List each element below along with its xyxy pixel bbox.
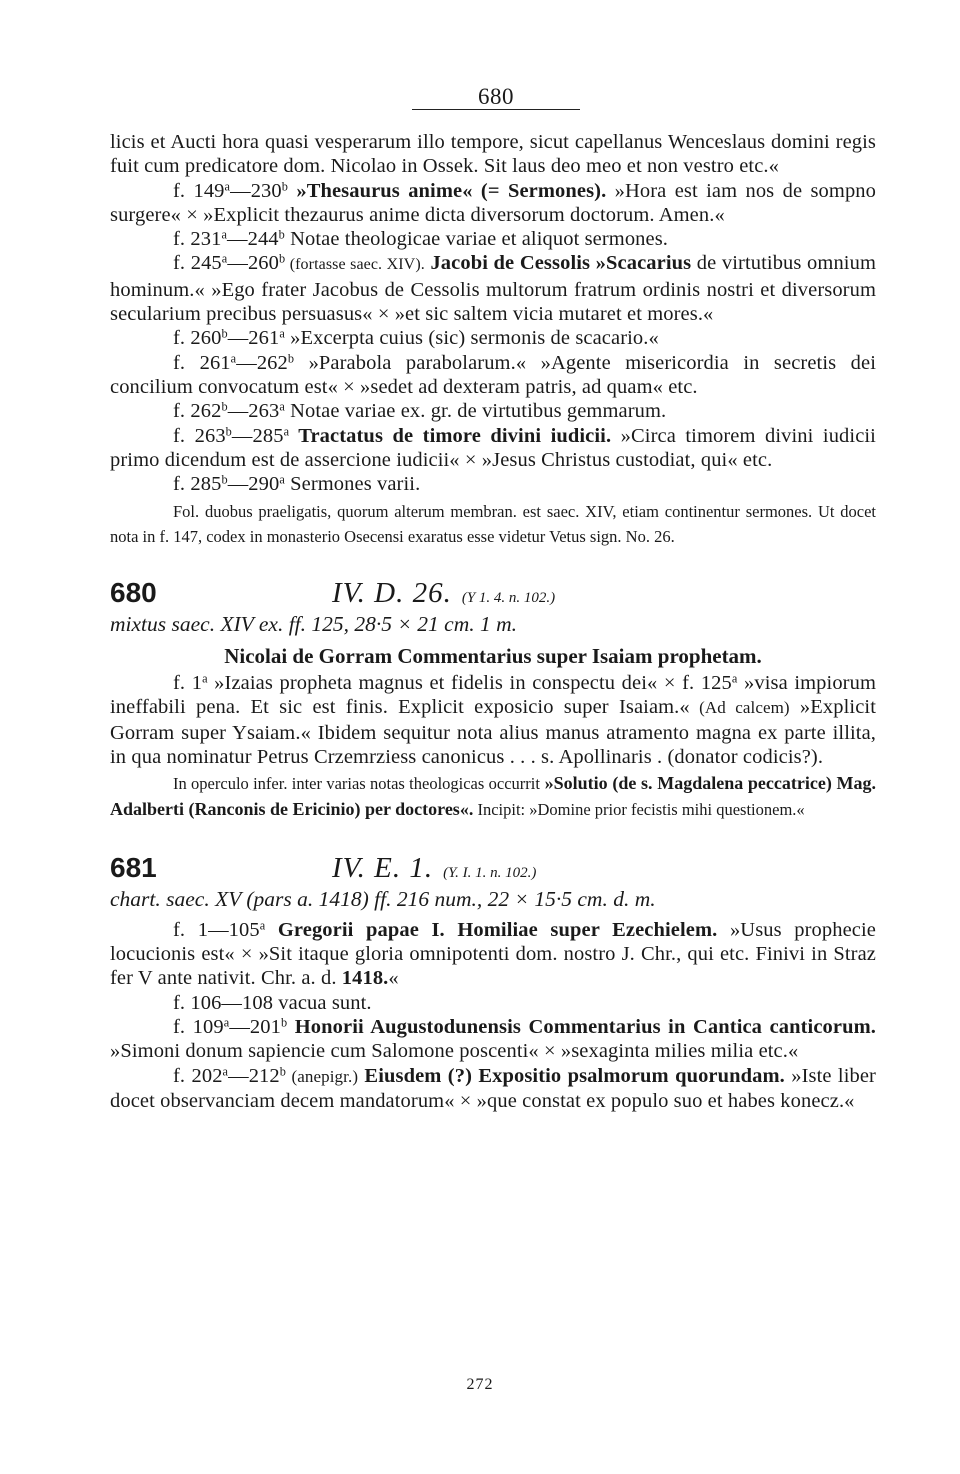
entry-heading [110, 852, 876, 885]
codex-description: mixtus saec. XIV ex. ff. 125, 28·5 × 21 cm. 1 m. [110, 612, 518, 637]
old-shelfmark: (Y. I. 1. n. 102.) [443, 864, 537, 881]
codex-note: In operculo infer. inter varias notas theologicas occurrit »Solutio (de s. Magdalena peccatrice) Mag. Adalberti (Ranconis de Ericinio) per doctores«. Incipit: »Domine prior fecistis mihi questionem.« [110, 773, 876, 819]
page-content [110, 130, 876, 1113]
folio-entry: f. 260$^b$—261$^a$ »Excerpta cuius (sic) sermonis de scacario.« [173, 326, 659, 350]
folio-entry: f. 262$^b$—263$^a$ Notae variae ex. gr. de virtutibus gemmarum. [173, 399, 667, 423]
folio-entry: f. 109$^a$—201$^b$ Honorii Augustodunensis Commentarius in Cantica canticorum. »Simoni donum sapiencie cum Salomone poscenti« × »sexaginta milies milia etc.« [110, 1015, 876, 1063]
shelfmark: IV. D. 26. (Y 1. 4. n. 102.) [332, 577, 556, 610]
folio-entry: f. 285$^b$—290$^a$ Sermones varii. [173, 472, 421, 496]
entry-number: 681 [110, 851, 157, 883]
folio-entry: f. 149$^a$—230$^b$ »Thesaurus anime« (= Sermones). »Hora est iam nos de sompno surgere« × »Explicit thezaurus anime dicta diversorum doctorum. Amen.« [110, 178, 876, 226]
codex-note: Fol. duobus praeligatis, quorum alterum membran. est saec. XIV, etiam continentur sermones. Ut docet nota in f. 147, codex in monasterio Osecensi exaratus esse videtur Vetus sign. No. 26. [110, 502, 876, 546]
folio-entry: f. 202$^a$—212$^b$ (anepigr.) Eiusdem (?) Expositio psalmorum quorundam. »Iste liber docet observanciam decem mandatorum« × »que constat ex populo suo et habes konecz.« [110, 1063, 876, 1112]
entry-number: 680 [110, 577, 157, 609]
footer-page-number: 272 [466, 1376, 494, 1393]
page-number: 680 [478, 84, 514, 109]
entry-title: Nicolai de Gorram Commentarius super Isaiam prophetam. [224, 644, 762, 669]
folio-entry: f. 1—105$^a$ Gregorii papae I. Homiliae super Ezechielem. »Usus prophecie locucionis est« × »Sit itaque gloria omnipotenti dom. nostro J. Chr., qui etc. Finivi in Straz fer V ante nativit. Chr. a. d. 1418.« [110, 918, 876, 990]
continuation-paragraph: licis et Aucti hora quasi vesperarum illo tempore, sicut capellanus Wenceslaus domini regis fuit cum predicatore dom. Nicolao in Ossek. Sit laus deo meo et non vestro etc.« [110, 131, 876, 178]
folio-entry: f. 231$^a$—244$^b$ Notae theologicae variae et aliquot sermones. [173, 227, 669, 251]
shelfmark: IV. E. 1. (Y. I. 1. n. 102.) [332, 851, 537, 884]
folio-entry: f. 1$^a$ »Izaias propheta magnus et fidelis in conspectu dei« × f. 125$^a$ »visa impiorum ineffabili pena. Et sic est finis. Explicit exposicio super Isaiam.« (Ad calcem) »Explicit Gorram super Ysaiam.« Ibidem sequitur nota alius manus atramento magna ex parte illita, in qua nominatur Petrus Crzemrziess canonicus . . . s. Apollinaris . (donator codicis?). [110, 671, 876, 768]
folio-entry: f. 263$^b$—285$^a$ Tractatus de timore divini iudicii. »Circa timorem divini iudicii primo dicendum est de assercione iudicii« × »Jesus Christus custodiat, qui« etc. [110, 423, 876, 471]
page-number-rule [412, 109, 580, 110]
folio-entry: f. 261$^a$—262$^b$ »Parabola parabolarum.« »Agente misericordia in secretis dei concilium convocatum est« × »sedet ad dexteram patris, ad quam« etc. [110, 350, 876, 398]
folio-entry: f. 245$^a$—260$^b$ (fortasse saec. XIV). Jacobi de Cessolis »Scacarius de virtutibus omnium hominum.« »Ego frater Jacobus de Cessolis multorum fratrum ordinis nostri et diversorum secularium precibus persuasus« × »et sic saltem vicia mutaret et mores.« [110, 251, 876, 326]
old-shelfmark: (Y 1. 4. n. 102.) [461, 590, 556, 607]
codex-description: chart. saec. XV (pars a. 1418) ff. 216 num., 22 × 15·5 cm. d. m. [110, 886, 656, 911]
entry-heading [110, 577, 876, 610]
folio-entry: f. 106—108 vacua sunt. [173, 991, 372, 1014]
